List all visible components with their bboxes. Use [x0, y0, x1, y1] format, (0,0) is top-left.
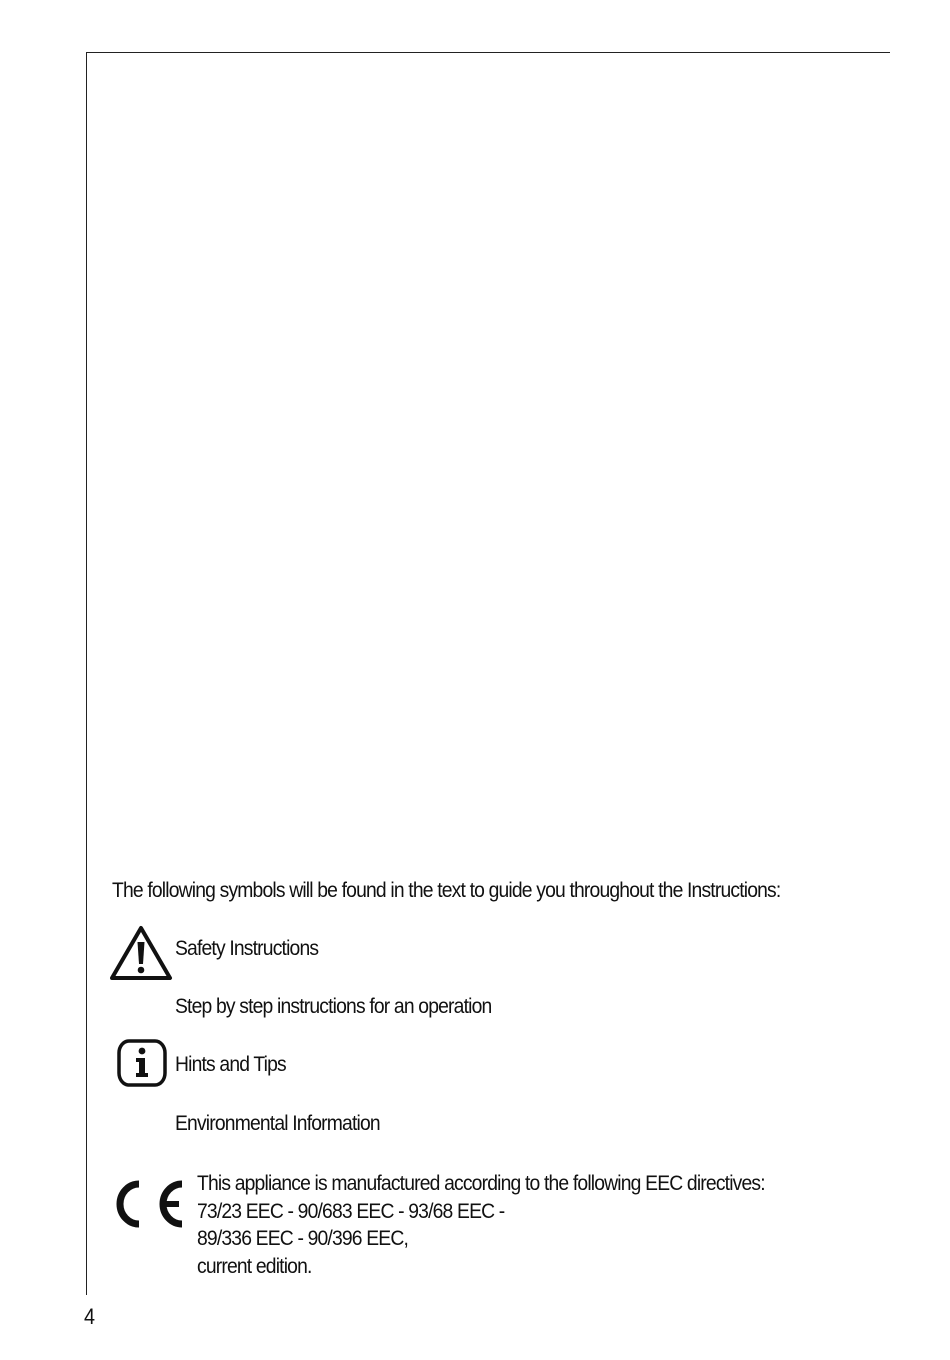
symbol-label-step-by-step: Step by step instructions for an operation — [175, 995, 492, 1018]
page-frame-left-rule — [86, 52, 87, 1295]
symbols-intro-text: The following symbols will be found in the text to guide you throughout the Instructions: — [112, 879, 781, 902]
ce-line-2: 73/23 EEC - 90/683 EEC - 93/68 EEC - — [197, 1199, 505, 1223]
ce-line-1: This appliance is manufactured according to the following EEC directives: — [197, 1172, 765, 1195]
ce-directives-text — [197, 1170, 814, 1280]
ce-line-4: current edition. — [197, 1254, 312, 1278]
page-frame-top-rule — [86, 52, 890, 53]
ce-line-3: 89/336 EEC - 90/396 EEC, — [197, 1227, 409, 1250]
page-number: 4 — [84, 1304, 96, 1329]
warning-triangle-icon — [108, 924, 174, 987]
symbol-label-safety: Safety Instructions — [175, 937, 319, 960]
symbol-label-hints: Hints and Tips — [175, 1053, 286, 1076]
info-icon — [116, 1038, 168, 1093]
symbol-label-environment: Environmental Information — [175, 1112, 380, 1135]
ce-mark-icon — [111, 1176, 187, 1237]
